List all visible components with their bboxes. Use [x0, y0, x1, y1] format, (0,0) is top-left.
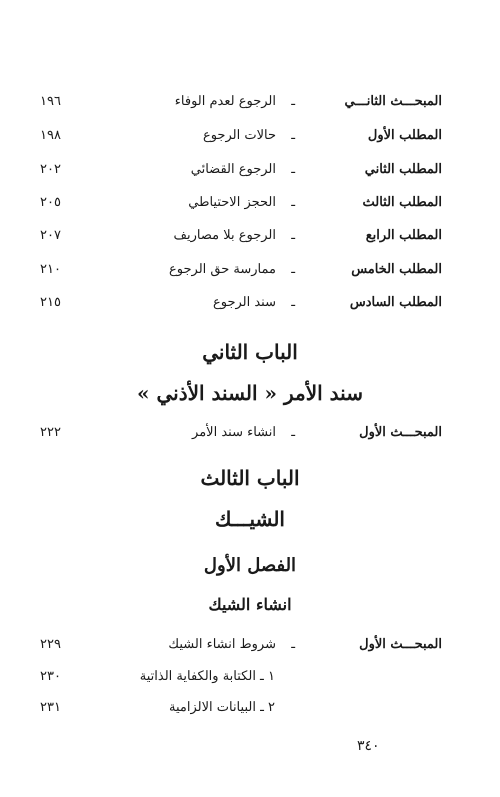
toc-row — [0, 633, 500, 657]
toc-label: المبحـــث الأول — [359, 637, 442, 652]
toc-label: المبحـــث الثانـــي — [344, 94, 442, 109]
toc-title: حالات الرجوع — [202, 128, 276, 143]
toc-page-number: ٢٠٢ — [40, 162, 61, 177]
chapter-subtitle: انشاء الشيك — [208, 595, 292, 614]
toc-sub-entry: ١ ـ الكتابة والكفاية الذاتية — [139, 669, 275, 684]
toc-title: ممارسة حق الرجوع — [169, 262, 276, 277]
toc-row — [0, 191, 500, 215]
toc-page-number: ٢٢٢ — [40, 425, 61, 440]
toc-page-number: ٢٠٥ — [40, 195, 61, 210]
toc-sub-entry: ٢ ـ البيانات الالزامية — [168, 700, 275, 715]
toc-dash: ـ — [291, 637, 295, 652]
part-title: الباب الثالث — [200, 466, 300, 490]
part-title: الباب الثاني — [202, 340, 298, 364]
toc-row — [0, 124, 500, 148]
toc-row — [0, 291, 500, 315]
toc-row — [0, 90, 500, 114]
toc-title: الرجوع بلا مصاريف — [173, 228, 276, 243]
toc-page-number: ٢٣٠ — [40, 669, 61, 684]
toc-sub-row — [0, 696, 500, 720]
toc-label: المطلب السادس — [349, 295, 442, 310]
toc-label: المطلب الأول — [367, 128, 442, 143]
toc-dash: ـ — [291, 262, 295, 277]
toc-dash: ـ — [291, 128, 295, 143]
toc-label: المطلب الثالث — [362, 195, 442, 210]
toc-page-number: ٢١٠ — [40, 262, 61, 277]
toc-dash: ـ — [291, 425, 295, 440]
toc-dash: ـ — [291, 162, 295, 177]
toc-page-number: ٢١٥ — [40, 295, 61, 310]
toc-page-number: ٢٣١ — [40, 700, 61, 715]
toc-label: المبحـــث الأول — [359, 425, 442, 440]
toc-label: المطلب الرابع — [365, 228, 442, 243]
toc-title: سند الرجوع — [212, 295, 276, 310]
toc-page-number: ٢٢٩ — [40, 637, 61, 652]
toc-sub-row — [0, 665, 500, 689]
part-subtitle: سند الأمر « السند الأذني » — [137, 381, 363, 405]
toc-row — [0, 258, 500, 282]
toc-dash: ـ — [291, 295, 295, 310]
toc-dash: ـ — [291, 94, 295, 109]
toc-dash: ـ — [291, 228, 295, 243]
page-number-footer: ٣٤٠ — [357, 738, 380, 754]
toc-title: الحجز الاحتياطي — [188, 195, 276, 210]
toc-page-number: ١٩٨ — [40, 128, 61, 143]
toc-title: الرجوع لعدم الوفاء — [174, 94, 276, 109]
toc-title: الرجوع القضائي — [190, 162, 276, 177]
toc-dash: ـ — [291, 195, 295, 210]
part-subtitle: الشيـــك — [215, 507, 285, 531]
toc-title: شروط انشاء الشيك — [168, 637, 276, 652]
toc-title: انشاء سند الأمر — [192, 425, 276, 440]
toc-row — [0, 224, 500, 248]
toc-page-number: ٢٠٧ — [40, 228, 61, 243]
toc-page-number: ١٩٦ — [40, 94, 61, 109]
chapter-title: الفصل الأول — [203, 555, 297, 576]
toc-row — [0, 158, 500, 182]
toc-row — [0, 421, 500, 445]
toc-label: المطلب الثاني — [364, 162, 442, 177]
toc-label: المطلب الخامس — [351, 262, 442, 277]
